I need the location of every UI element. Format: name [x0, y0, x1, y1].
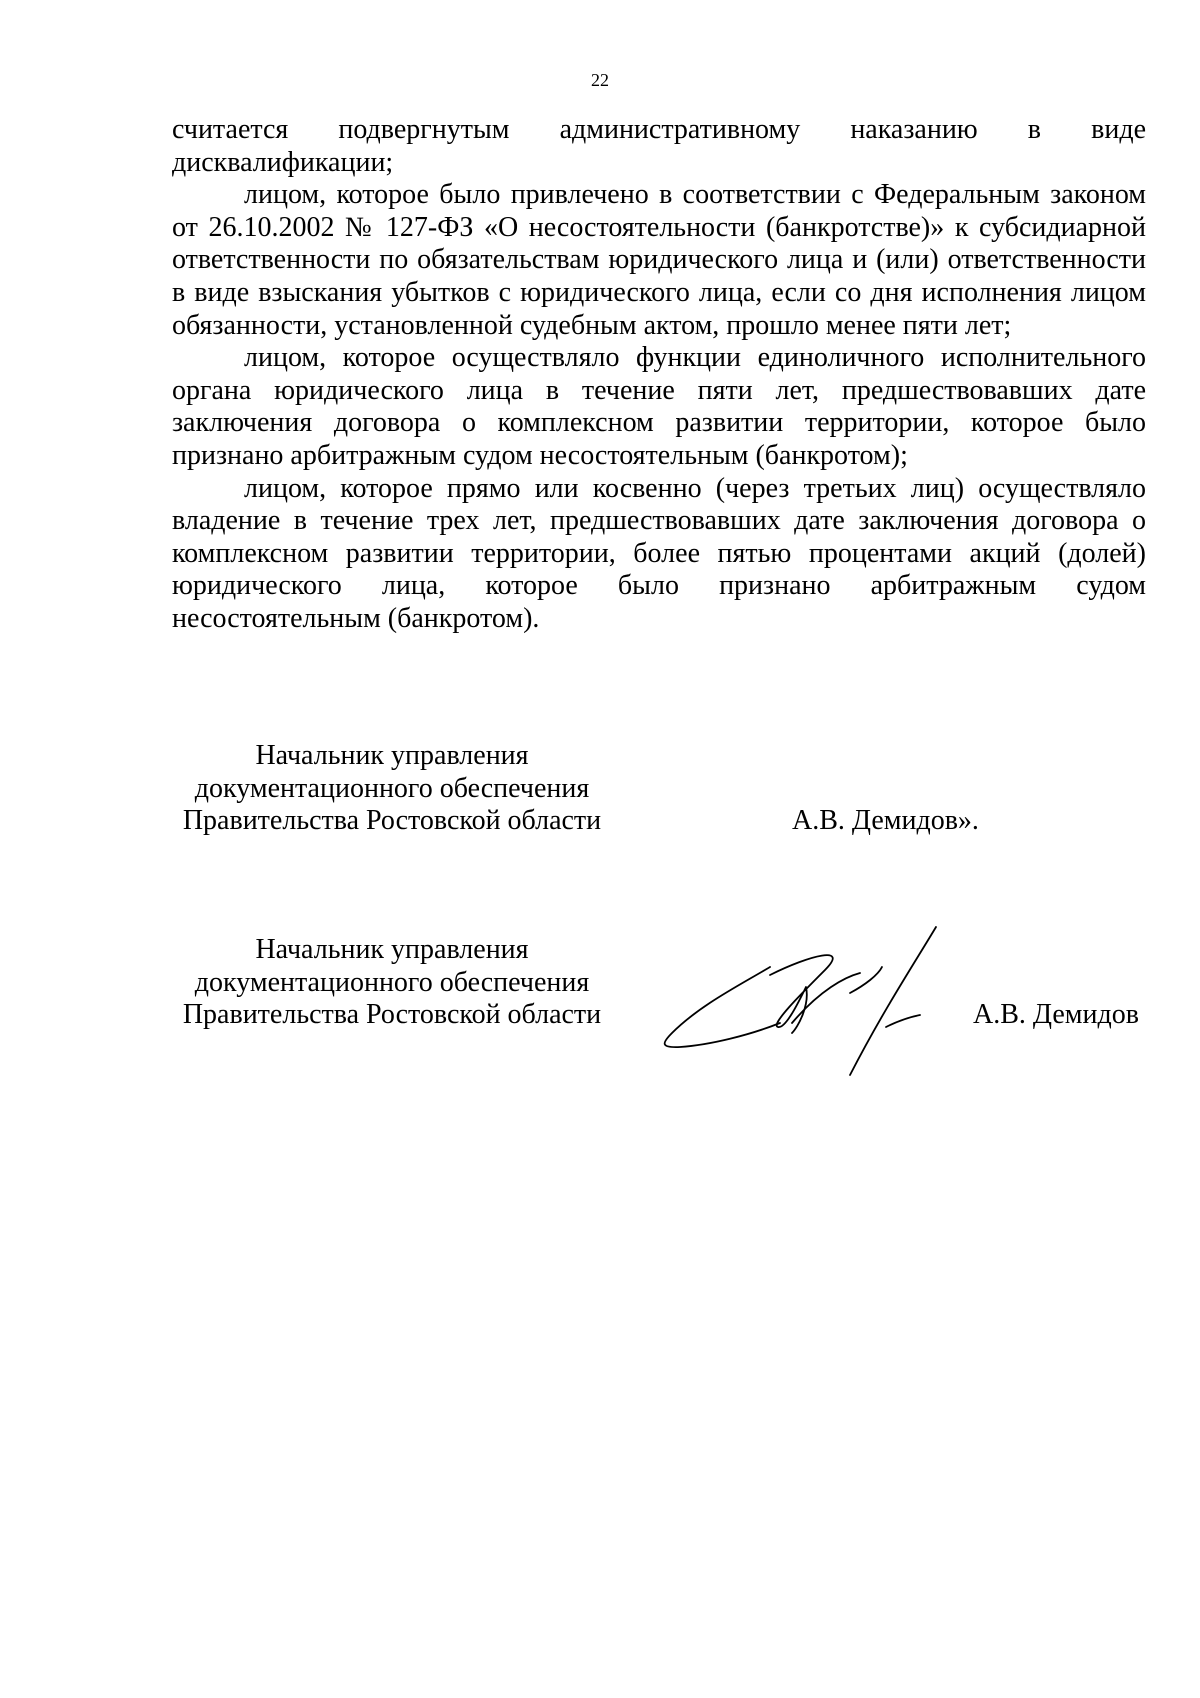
- signer-name: А.В. Демидов».: [792, 805, 979, 836]
- signer-position: [172, 934, 612, 1032]
- page-number: 22: [591, 70, 609, 90]
- position-line-1: Начальник управления: [255, 934, 529, 965]
- signer-name: А.В. Демидов: [973, 999, 1139, 1030]
- handwritten-signature: [650, 915, 950, 1090]
- signer-position: [172, 740, 612, 838]
- position-line-2: документационного обеспечения: [194, 966, 590, 998]
- position-line-3: Правительства Ростовской области: [182, 999, 602, 1031]
- position-line-3: Правительства Ростовской области: [182, 805, 602, 837]
- position-line-2: документационного обеспечения: [194, 772, 590, 804]
- signature-block-1: [172, 740, 1146, 850]
- paragraph-executive-body: лицом, которое осуществляло функции единоличного исполнительного органа юридического лица в течение пяти лет, предшествовавших дате заключения договора о комплексном развитии территории, которое было признано арбитражным судом несостоятельным (банкротом);: [172, 342, 1146, 471]
- paragraph-subsidiary-liability: лицом, которое было привлечено в соответствии с Федеральным законом от 26.10.2002 № 127-ФЗ «О несостоятельности (банкротстве)» к субсидиарной ответственности по обязательствам юридического лица и (или) ответственности в виде взыскания убытков с юридического лица, если со дня исполнения лицом обязанности, установленной судебным актом, прошло менее пяти лет;: [172, 179, 1146, 341]
- paragraph-ownership: лицом, которое прямо или косвенно (через третьих лиц) осуществляло владение в течение трех лет, предшествовавших дате заключения договора о комплексном развитии территории, более пятью процентами акций (долей) юридического лица, которое было признано арбитражным судом несостоятельным (банкротом).: [172, 472, 1146, 634]
- paragraph-disqualification: считается подвергнутым административному наказанию в виде дисквалификации;: [172, 114, 1146, 178]
- position-line-1: Начальник управления: [255, 740, 529, 771]
- document-body: [172, 114, 1146, 636]
